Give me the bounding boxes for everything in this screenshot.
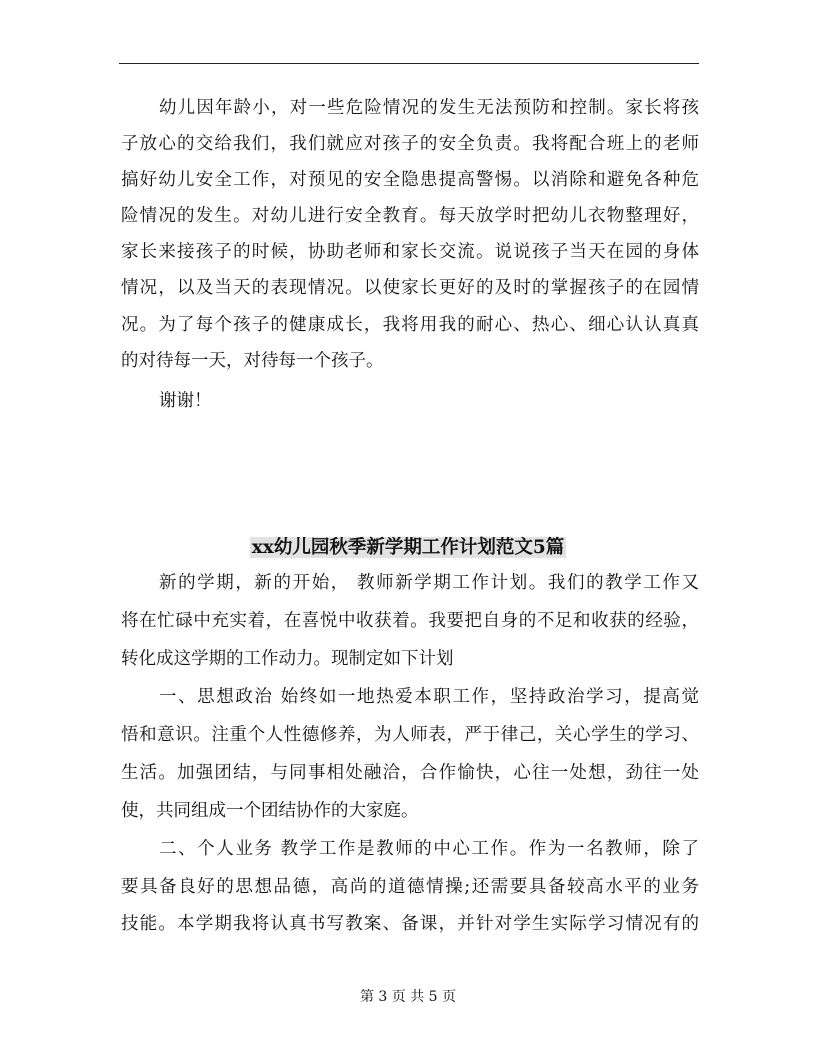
paragraph-line: 子放心的交给我们，我们就应对孩子的安全负责。我将配合班上的老师 (121, 134, 699, 154)
paragraph-line: 情况，以及当天的表现情况。以使家长更好的及时的掌握孩子的在园情 (121, 278, 699, 298)
paragraph-line: 家长来接孩子的时候，协助老师和家长交流。说说孩子当天在园的身体 (121, 242, 699, 262)
paragraph-line: 转化成这学期的工作动力。现制定如下计划 (121, 649, 454, 669)
section-heading-text: xx幼儿园秋季新学期工作计划范文5篇 (251, 537, 565, 558)
paragraph-line: 将在忙碌中充实着，在喜悦中收获着。我要把自身的不足和收获的经验， (121, 611, 699, 631)
paragraph-line: 一、思想政治 始终如一地热爱本职工作，坚持政治学习，提高觉 (159, 687, 699, 707)
closing-thanks: 谢谢！ (159, 391, 212, 411)
paragraph-line: 技能。本学期我将认真书写教案、备课，并针对学生实际学习情况有的 (121, 914, 699, 934)
paragraph-line: 的对待每一天，对待每一个孩子。 (121, 351, 384, 371)
paragraph-line: 生活。加强团结，与同事相处融洽，合作愉快，心往一处想，劲往一处 (121, 763, 699, 783)
paragraph-line: 悟和意识。注重个人性德修养，为人师表，严于律己，关心学生的学习、 (121, 725, 699, 745)
section-heading (0, 531, 816, 565)
paragraph-line: 搞好幼儿安全工作，对预见的安全隐患提高警惕。以消除和避免各种危 (121, 170, 699, 190)
paragraph-line: 险情况的发生。对幼儿进行安全教育。每天放学时把幼儿衣物整理好， (121, 206, 699, 226)
paragraph-line: 二、个人业务 教学工作是教师的中心工作。作为一名教师，除了 (159, 839, 699, 859)
paragraph-line: 新的学期，新的开始， 教师新学期工作计划。我们的教学工作又 (159, 573, 699, 593)
page-number-footer: 第 3 页 共 5 页 (359, 989, 457, 1005)
header-rule (119, 63, 699, 64)
paragraph-line: 要具备良好的思想品德，高尚的道德情操;还需要具备较高水平的业务 (121, 877, 699, 897)
paragraph-line: 使，共同组成一个团结协作的大家庭。 (121, 801, 419, 821)
paragraph-line: 幼儿因年龄小，对一些危险情况的发生无法预防和控制。家长将孩 (159, 98, 699, 118)
paragraph-line: 况。为了每个孩子的健康成长，我将用我的耐心、热心、细心认认真真 (121, 315, 699, 335)
